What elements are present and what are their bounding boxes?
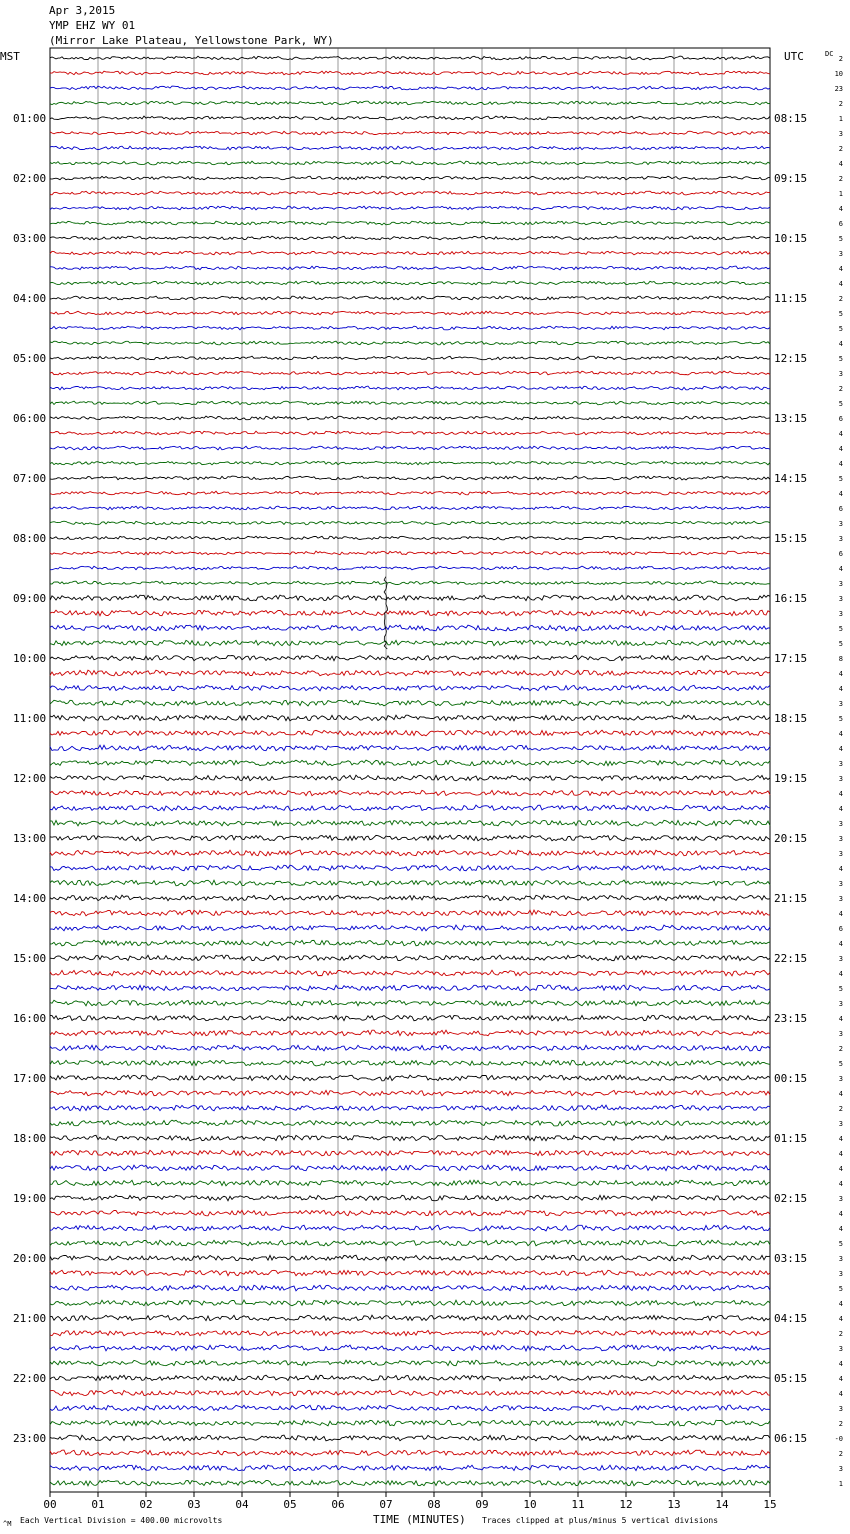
dc-offset-value: 3	[838, 880, 843, 888]
right-hour-label: 05:15	[774, 1372, 808, 1385]
seismic-trace	[50, 1240, 770, 1246]
left-hour-label: 21:00	[13, 1312, 47, 1325]
seismic-trace	[50, 416, 770, 420]
dc-offset-value: 10	[834, 70, 843, 78]
seismic-trace	[50, 895, 770, 901]
seismic-trace	[50, 116, 770, 120]
left-hour-label: 14:00	[13, 892, 47, 905]
dc-offset-value: 4	[838, 1390, 843, 1398]
left-hour-label: 17:00	[13, 1072, 47, 1085]
dc-offset-value: 3	[838, 700, 843, 708]
seismic-trace	[50, 386, 770, 390]
x-tick-label: 01	[91, 1498, 105, 1511]
seismic-trace	[50, 1030, 770, 1036]
seismic-trace	[50, 251, 770, 255]
dc-offset-value: 5	[838, 400, 843, 408]
x-tick-label: 14	[715, 1498, 729, 1511]
dc-offset-value: 3	[838, 1120, 843, 1128]
dc-offset-value: 6	[838, 220, 843, 228]
seismic-trace	[50, 1195, 770, 1201]
seismic-trace	[50, 1180, 770, 1186]
dc-offset-value: 4	[838, 970, 843, 978]
seismic-trace	[50, 1360, 770, 1366]
dc-offset-value: 4	[838, 940, 843, 948]
right-hour-label: 14:15	[774, 472, 808, 485]
dc-offset-value: 2	[838, 1420, 843, 1428]
dc-offset-value: 4	[838, 730, 843, 738]
footer-clip-note: Traces clipped at plus/minus 5 vertical divisions	[482, 1516, 719, 1525]
x-tick-label: 07	[379, 1498, 393, 1511]
seismic-trace	[50, 730, 770, 736]
seismic-trace	[50, 880, 770, 886]
x-tick-label: 04	[235, 1498, 249, 1511]
dc-offset-value: 3	[838, 1075, 843, 1083]
dc-offset-value: 1	[838, 1480, 843, 1488]
x-tick-label: 03	[187, 1498, 201, 1511]
dc-offset-value: 3	[838, 1405, 843, 1413]
dc-offset-value: 2	[838, 1330, 843, 1338]
x-tick-label: 05	[283, 1498, 297, 1511]
seismic-trace	[50, 101, 770, 105]
right-hour-label: 16:15	[774, 592, 808, 605]
seismic-trace	[50, 1000, 770, 1006]
seismic-trace	[50, 640, 770, 646]
dc-offset-value: 3	[838, 775, 843, 783]
seismic-trace	[50, 835, 770, 841]
seismic-trace	[50, 685, 770, 691]
right-hour-label: 09:15	[774, 172, 808, 185]
seismic-trace	[50, 1420, 770, 1426]
dc-offset-value: 2	[838, 100, 843, 108]
footer-mark: ^M	[3, 1520, 12, 1528]
header-location: (Mirror Lake Plateau, Yellowstone Park, WY)	[49, 34, 334, 47]
seismic-trace	[50, 1375, 770, 1381]
seismic-trace	[50, 461, 770, 465]
x-tick-label: 00	[43, 1498, 57, 1511]
dc-offset-value: 1	[838, 190, 843, 198]
seismic-trace	[50, 1270, 770, 1276]
seismic-trace	[50, 1405, 770, 1411]
dc-offset-value: 6	[838, 505, 843, 513]
dc-offset-value: 4	[838, 685, 843, 693]
seismic-trace	[50, 446, 770, 450]
dc-offset-value: 5	[838, 1240, 843, 1248]
left-hour-label: 04:00	[13, 292, 47, 305]
seismic-trace	[50, 1450, 770, 1456]
seismic-trace	[50, 296, 770, 300]
left-hour-label: 10:00	[13, 652, 47, 665]
right-hour-label: 15:15	[774, 532, 808, 545]
right-hour-label: 10:15	[774, 232, 808, 245]
dc-offset-value: 3	[838, 1195, 843, 1203]
dc-offset-value: 4	[838, 460, 843, 468]
right-hour-label: 11:15	[774, 292, 808, 305]
dc-offset-value: 5	[838, 1060, 843, 1068]
right-hour-label: 22:15	[774, 952, 808, 965]
seismic-trace	[50, 745, 770, 751]
seismic-trace	[50, 521, 770, 525]
seismic-trace	[50, 595, 770, 601]
dc-offset-value: 4	[838, 1375, 843, 1383]
seismic-trace	[50, 281, 770, 285]
dc-offset-value: 4	[838, 1165, 843, 1173]
seismic-trace	[50, 1045, 770, 1051]
seismic-trace	[50, 1075, 770, 1081]
left-hour-label: 18:00	[13, 1132, 47, 1145]
left-hour-label: 08:00	[13, 532, 47, 545]
seismic-trace	[50, 625, 770, 631]
seismic-trace	[50, 1060, 770, 1066]
plot-frame	[50, 48, 770, 1492]
dc-offset-value: 4	[838, 1315, 843, 1323]
seismic-trace	[50, 401, 770, 405]
dc-offset-value: 4	[838, 430, 843, 438]
left-hour-label: 05:00	[13, 352, 47, 365]
dc-offset-value: 4	[838, 910, 843, 918]
x-tick-label: 09	[475, 1498, 489, 1511]
seismic-trace	[50, 970, 770, 976]
left-hour-label: 15:00	[13, 952, 47, 965]
seismic-trace	[50, 221, 770, 225]
x-tick-label: 02	[139, 1498, 153, 1511]
dc-offset-value: 4	[838, 160, 843, 168]
dc-offset-value: 1	[838, 115, 843, 123]
seismic-trace	[50, 985, 770, 991]
x-axis-title: TIME (MINUTES)	[373, 1513, 466, 1526]
seismic-trace	[50, 56, 770, 60]
dc-offset-value: 2	[838, 175, 843, 183]
left-hour-label: 20:00	[13, 1252, 47, 1265]
seismic-trace	[50, 371, 770, 375]
right-hour-label: 08:15	[774, 112, 808, 125]
seismic-trace	[50, 356, 770, 360]
dc-offset-value: 3	[838, 760, 843, 768]
dc-offset-value: 4	[838, 340, 843, 348]
dc-offset-value: 3	[838, 835, 843, 843]
right-hour-label: 20:15	[774, 832, 808, 845]
seismic-trace	[50, 266, 770, 270]
seismic-trace	[50, 551, 770, 555]
seismic-trace	[50, 760, 770, 766]
dc-offset-value: 5	[838, 625, 843, 633]
seismic-trace	[50, 955, 770, 960]
dc-offset-value: 6	[838, 415, 843, 423]
seismic-trace	[50, 1255, 770, 1261]
dc-label: DC	[825, 50, 834, 58]
seismic-trace	[50, 715, 770, 721]
seismic-trace	[50, 581, 770, 585]
dc-offset-value: 4	[838, 805, 843, 813]
right-hour-label: 17:15	[774, 652, 808, 665]
dc-offset-value: 4	[838, 1210, 843, 1218]
dc-offset-value: 5	[838, 985, 843, 993]
dc-offset-value: 4	[838, 1180, 843, 1188]
left-hour-label: 06:00	[13, 412, 47, 425]
seismic-trace	[50, 1390, 770, 1396]
seismic-trace	[50, 491, 770, 495]
dc-offset-value: -0	[834, 1435, 843, 1443]
seismic-trace	[50, 326, 770, 330]
x-tick-label: 08	[427, 1498, 441, 1511]
dc-offset-value: 4	[838, 1360, 843, 1368]
dc-offset-value: 4	[838, 445, 843, 453]
dc-offset-value: 3	[838, 820, 843, 828]
header-station: YMP EHZ WY 01	[49, 19, 136, 32]
dc-offset-value: 4	[838, 1015, 843, 1023]
seismic-trace	[50, 940, 770, 946]
seismic-trace	[50, 206, 770, 210]
right-hour-label: 23:15	[774, 1012, 808, 1025]
seismic-trace	[50, 820, 770, 826]
dc-offset-value: 3	[838, 955, 843, 963]
dc-offset-value: 3	[838, 1345, 843, 1353]
dc-offset-value: 4	[838, 565, 843, 573]
seismic-trace	[50, 476, 770, 480]
dc-offset-value: 4	[838, 1090, 843, 1098]
seismic-trace	[50, 236, 770, 240]
x-tick-label: 13	[667, 1498, 681, 1511]
x-tick-label: 11	[571, 1498, 585, 1511]
seismic-trace	[50, 176, 770, 180]
dc-offset-value: 3	[838, 520, 843, 528]
seismic-trace	[50, 131, 770, 135]
seismic-trace	[50, 1345, 770, 1351]
right-hour-label: 12:15	[774, 352, 808, 365]
left-hour-label: 11:00	[13, 712, 47, 725]
dc-offset-value: 3	[838, 1465, 843, 1473]
seismic-trace	[50, 191, 770, 195]
right-zone-label: UTC	[784, 50, 804, 63]
seismic-trace	[50, 1225, 770, 1231]
dc-offset-value: 3	[838, 370, 843, 378]
seismic-trace	[50, 1330, 770, 1336]
seismic-trace	[50, 1120, 770, 1126]
seismic-trace	[50, 865, 770, 871]
right-hour-label: 06:15	[774, 1432, 808, 1445]
left-zone-label: MST	[0, 50, 20, 63]
right-hour-label: 18:15	[774, 712, 808, 725]
dc-offset-value: 4	[838, 1300, 843, 1308]
seismic-trace	[50, 1300, 770, 1306]
right-hour-label: 02:15	[774, 1192, 808, 1205]
seismic-trace	[50, 161, 770, 165]
dc-offset-value: 3	[838, 535, 843, 543]
left-hour-label: 22:00	[13, 1372, 47, 1385]
right-hour-label: 21:15	[774, 892, 808, 905]
footer-scale: Each Vertical Division = 400.00 microvolts	[20, 1516, 223, 1525]
dc-offset-value: 3	[838, 595, 843, 603]
right-hour-label: 04:15	[774, 1312, 808, 1325]
dc-offset-value: 4	[838, 865, 843, 873]
dc-offset-value: 4	[838, 790, 843, 798]
dc-offset-value: 3	[838, 1270, 843, 1278]
dc-offset-value: 3	[838, 1030, 843, 1038]
right-hour-label: 03:15	[774, 1252, 808, 1265]
right-hour-label: 19:15	[774, 772, 808, 785]
left-hour-label: 02:00	[13, 172, 47, 185]
x-tick-label: 12	[619, 1498, 633, 1511]
seismic-trace	[50, 790, 770, 795]
seismic-trace	[50, 311, 770, 315]
seismic-trace	[50, 910, 770, 916]
x-tick-label: 15	[763, 1498, 777, 1511]
right-hour-label: 13:15	[774, 412, 808, 425]
dc-offset-value: 3	[838, 250, 843, 258]
seismic-trace	[50, 536, 770, 540]
right-hour-label: 00:15	[774, 1072, 808, 1085]
header-date: Apr 3,2015	[49, 4, 116, 17]
seismic-trace	[50, 610, 770, 616]
dc-offset-value: 2	[838, 385, 843, 393]
seismic-trace	[50, 1105, 770, 1111]
seismic-trace	[50, 86, 770, 90]
seismic-trace	[50, 805, 770, 811]
dc-offset-value: 5	[838, 640, 843, 648]
left-hour-label: 13:00	[13, 832, 47, 845]
dc-offset-value: 4	[838, 1135, 843, 1143]
seismic-trace	[50, 146, 770, 150]
left-hour-label: 03:00	[13, 232, 47, 245]
dc-offset-value: 2	[838, 145, 843, 153]
seismic-trace	[50, 1465, 770, 1471]
seismic-trace	[50, 1015, 770, 1021]
dc-offset-value: 2	[838, 55, 843, 63]
dc-offset-value: 5	[838, 235, 843, 243]
x-tick-label: 06	[331, 1498, 345, 1511]
dc-offset-value: 3	[838, 895, 843, 903]
seismic-trace	[50, 1165, 770, 1171]
seismic-trace	[50, 506, 770, 510]
dc-offset-value: 6	[838, 550, 843, 558]
seismic-trace	[50, 775, 770, 781]
seismic-trace	[50, 1210, 770, 1216]
dc-offset-value: 2	[838, 1045, 843, 1053]
dc-offset-value: 3	[838, 850, 843, 858]
x-axis	[43, 1492, 776, 1511]
dc-offset-value: 4	[838, 670, 843, 678]
dc-offset-value: 2	[838, 1105, 843, 1113]
dc-offset-value: 5	[838, 715, 843, 723]
left-hour-label: 12:00	[13, 772, 47, 785]
seismic-trace	[50, 670, 770, 676]
dc-offset-value: 5	[838, 1285, 843, 1293]
left-hour-label: 19:00	[13, 1192, 47, 1205]
dc-offset-value: 5	[838, 355, 843, 363]
left-hour-label: 01:00	[13, 112, 47, 125]
dc-offset-value: 3	[838, 580, 843, 588]
seismic-trace	[50, 850, 770, 856]
dc-offset-value: 4	[838, 205, 843, 213]
dc-offset-value: 8	[838, 655, 843, 663]
dc-offset-value: 5	[838, 310, 843, 318]
seismic-trace	[50, 1480, 770, 1486]
dc-offset-value: 4	[838, 745, 843, 753]
dc-offset-value: 2	[838, 1450, 843, 1458]
traces	[50, 56, 770, 1486]
dc-offset-value: 6	[838, 925, 843, 933]
left-hour-label: 07:00	[13, 472, 47, 485]
right-hour-label: 01:15	[774, 1132, 808, 1145]
seismic-trace	[50, 1285, 770, 1291]
dc-offset-value: 4	[838, 265, 843, 273]
dc-offset-value: 5	[838, 475, 843, 483]
grid	[50, 48, 770, 1492]
dc-offset-value: 3	[838, 1000, 843, 1008]
dc-offset-value: 4	[838, 1225, 843, 1233]
seismic-trace	[50, 700, 770, 706]
seismic-trace	[50, 566, 770, 570]
left-hour-label: 16:00	[13, 1012, 47, 1025]
left-hour-label: 23:00	[13, 1432, 47, 1445]
seismic-trace	[50, 655, 770, 660]
seismic-trace	[50, 1090, 770, 1095]
dc-offset-value: 4	[838, 490, 843, 498]
seismic-trace	[50, 431, 770, 435]
dc-offset-value: 3	[838, 130, 843, 138]
dc-offset-value: 5	[838, 325, 843, 333]
x-tick-label: 10	[523, 1498, 537, 1511]
seismic-trace	[50, 1135, 770, 1141]
dc-offset-value: 23	[834, 85, 843, 93]
dc-offset-value: 3	[838, 610, 843, 618]
seismic-trace	[50, 1150, 770, 1156]
seismic-trace	[50, 341, 770, 345]
seismic-trace	[50, 1435, 770, 1441]
seismic-trace	[50, 925, 770, 931]
dc-offset-value: 4	[838, 1150, 843, 1158]
seismic-trace	[50, 1315, 770, 1321]
left-hour-label: 09:00	[13, 592, 47, 605]
dc-offset-value: 2	[838, 295, 843, 303]
dc-offset-value: 3	[838, 1255, 843, 1263]
seismic-trace	[50, 71, 770, 75]
dc-offset-value: 4	[838, 280, 843, 288]
